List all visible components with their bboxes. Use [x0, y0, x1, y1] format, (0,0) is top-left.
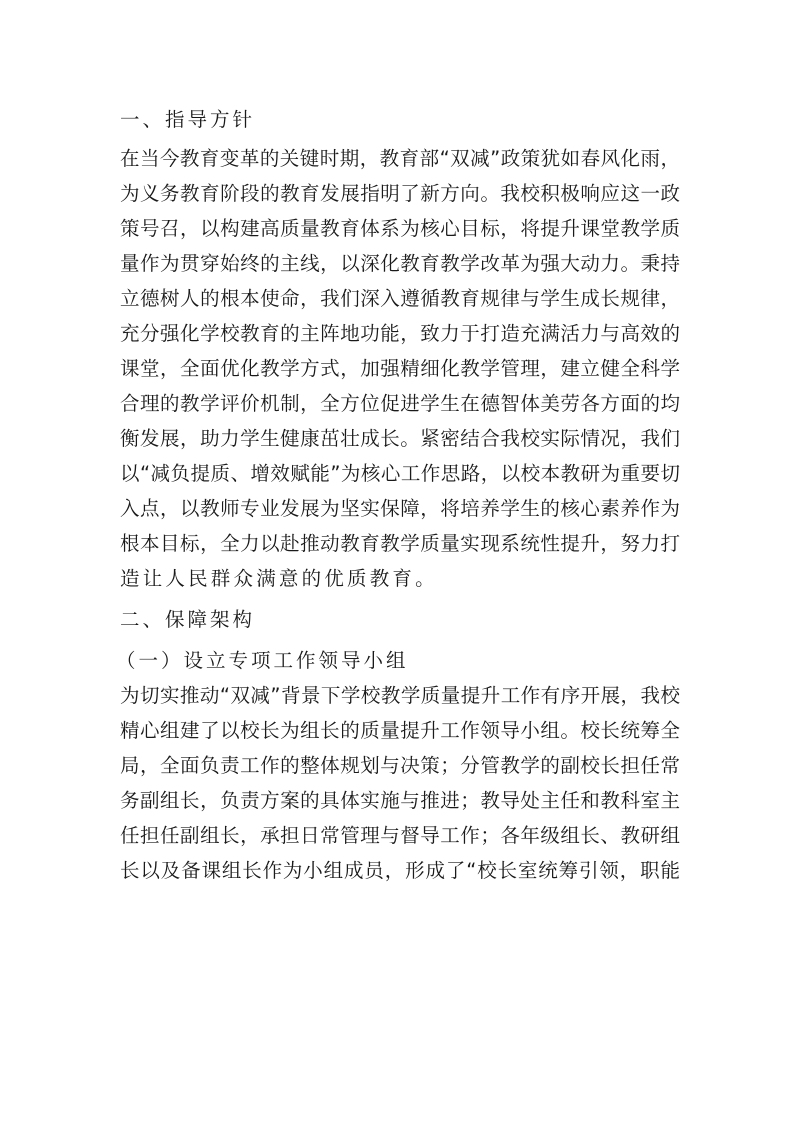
- paragraph-line: 合理的教学评价机制，全方位促进学生在德智体美劳各方面的均: [120, 392, 680, 415]
- paragraph-line: 以“减负提质、增效赋能”为核心工作思路，以校本教研为重要切: [120, 462, 680, 485]
- paragraph-line: 策号召，以构建高质量教育体系为核心目标，将提升课堂教学质: [120, 217, 680, 240]
- paragraph-line: 局，全面负责工作的整体规划与决策；分管教学的副校长担任常: [120, 754, 680, 777]
- paragraph-line: 立德树人的根本使命，我们深入遵循教育规律与学生成长规律，: [120, 287, 680, 310]
- paragraph-line: 精心组建了以校长为组长的质量提升工作领导小组。校长统筹全: [120, 719, 680, 742]
- section-heading-support-structure: 二、保障架构: [120, 608, 256, 631]
- paragraph-line: 衡发展，助力学生健康茁壮成长。紧密结合我校实际情况，我们: [120, 427, 680, 450]
- paragraph-line: 课堂，全面优化教学方式，加强精细化教学管理，建立健全科学: [120, 357, 680, 380]
- paragraph-line: 入点，以教师专业发展为坚实保障，将培养学生的核心素养作为: [120, 497, 680, 520]
- paragraph-line: 根本目标，全力以赴推动教育教学质量实现系统性提升，努力打: [120, 532, 680, 555]
- paragraph-line: 为切实推动“双减”背景下学校教学质量提升工作有序开展，我校: [120, 684, 680, 707]
- document-page: [116, 102, 680, 888]
- paragraph-line: 在当今教育变革的关键时期，教育部“双减”政策犹如春风化雨，: [120, 147, 680, 170]
- paragraph-line-last: 造让人民群众满意的优质教育。: [120, 567, 438, 590]
- paragraph-line: 长以及备课组长作为小组成员，形成了“校长室统筹引领，职能: [120, 859, 680, 882]
- paragraph-line: 任担任副组长，承担日常管理与督导工作；各年级组长、教研组: [120, 824, 680, 847]
- paragraph-leadership-group: [120, 678, 680, 888]
- paragraph-guiding-principles: [120, 141, 680, 596]
- paragraph-line: 为义务教育阶段的教育发展指明了新方向。我校积极响应这一政: [120, 182, 680, 205]
- section-heading-guiding-principles: 一、指导方针: [120, 108, 256, 131]
- subsection-heading-leadership-group: （一）设立专项工作领导小组: [116, 649, 409, 672]
- paragraph-line: 量作为贯穿始终的主线，以深化教育教学改革为强大动力。秉持: [120, 252, 680, 275]
- paragraph-line: 充分强化学校教育的主阵地功能，致力于打造充满活力与高效的: [120, 322, 680, 345]
- paragraph-line: 务副组长，负责方案的具体实施与推进；教导处主任和教科室主: [120, 789, 680, 812]
